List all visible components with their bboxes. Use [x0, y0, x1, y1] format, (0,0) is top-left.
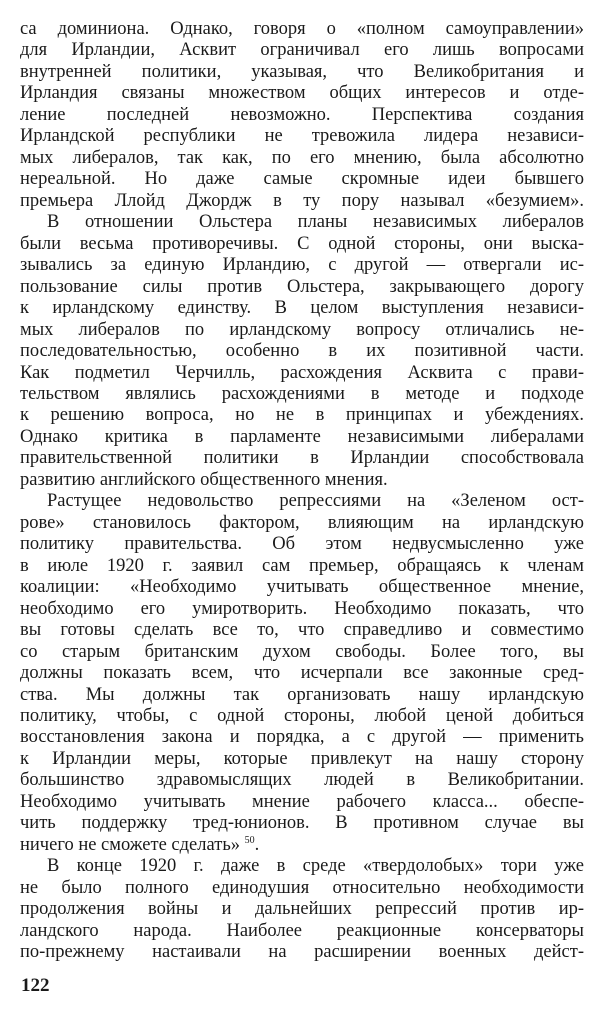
text-line: [20, 856, 584, 877]
text-line: [20, 663, 584, 684]
line-text: к Ирландии меры, которые привлекут на нашу сторону: [20, 748, 584, 769]
paragraph: [20, 856, 584, 963]
line-text: Растущее недовольство репрессиями на «Зеленом ост-: [47, 491, 584, 512]
line-text: восстановления закона и порядка, а с другой — применить: [20, 727, 584, 748]
page-number: 122: [21, 975, 50, 996]
line-text: не было полного единодушия относительно необходимости: [20, 877, 584, 898]
text-line: [20, 83, 584, 104]
line-text: мых либералов, так как, по его мнению, была абсолютно: [20, 147, 584, 168]
text-line: [20, 62, 584, 83]
text-line: [20, 212, 584, 233]
line-text: рове» становилось фактором, влияющим на ирландскую: [20, 512, 584, 533]
text-line: [20, 642, 584, 663]
text-line: [20, 513, 584, 534]
line-text: Однако критика в парламенте независимыми либералами: [20, 426, 584, 447]
page-body: [20, 19, 584, 964]
text-line: [20, 749, 584, 770]
line-text: по-прежнему настаивали на расширении военных дейст-: [20, 942, 584, 963]
text-line: [20, 384, 584, 405]
line-text: зывались за единую Ирландию, с другой — отвергали ис-: [20, 255, 584, 276]
text-line: [20, 277, 584, 298]
line-text: чить поддержку тред-юнионов. В противном случае вы: [20, 813, 584, 834]
line-text: В конце 1920 г. даже в среде «твердолобых» тори уже: [47, 856, 584, 877]
text-line: [20, 921, 584, 942]
line-text: ландского народа. Наиболее реакционные консерваторы: [20, 920, 584, 941]
line-text: ничего не сможете сделать»: [20, 834, 245, 855]
line-text: к ирландскому единству. В целом выступления независи-: [20, 298, 584, 319]
text-line: [20, 320, 584, 341]
line-text: пользование силы против Ольстера, закрывающего дорогу: [20, 276, 584, 297]
line-text: развитию английского общественного мнения.: [20, 469, 388, 490]
text-line: [20, 899, 584, 920]
text-line: [20, 234, 584, 255]
text-line: [20, 126, 584, 147]
line-text: премьера Ллойд Джордж в ту пору называл «безумием».: [20, 190, 584, 211]
line-text: политику правительства. Об этом недвусмысленно уже: [20, 534, 584, 555]
line-text: коалиции: «Необходимо учитывать общественное мнение,: [20, 577, 584, 598]
text-line: [20, 255, 584, 276]
line-text: большинство здравомыслящих людей в Великобритании.: [20, 770, 584, 791]
text-line: [20, 620, 584, 641]
line-text: Необходимо учитывать мнение рабочего класса... обеспе-: [20, 791, 584, 812]
line-text: тельством являлись расхождениями в методе и подходе: [20, 383, 584, 404]
text-line: [20, 448, 584, 469]
text-line: [20, 169, 584, 190]
line-text: нереальной. Но даже самые скромные идеи бывшего: [20, 169, 584, 190]
footnote-punctuation: .: [254, 834, 260, 855]
text-line: [20, 727, 584, 748]
text-line: [20, 491, 584, 512]
paragraph: [20, 212, 584, 491]
text-line: [20, 577, 584, 598]
text-line: [20, 405, 584, 426]
line-text: должны показать всем, что исчерпали все законные сред-: [20, 663, 584, 684]
line-text: са доминиона. Однако, говоря о «полном самоуправлении»: [20, 19, 584, 39]
text-line: [20, 298, 584, 319]
line-text: В отношении Ольстера планы независимых либералов: [47, 212, 584, 233]
line-text: Ирландия связаны множеством общих интересов и отде-: [20, 83, 584, 104]
line-text: Ирландской республики не тревожила лидера независи-: [20, 126, 584, 147]
text-line: [20, 685, 584, 706]
line-text: Как подметил Черчилль, расхождения Асквита с прави-: [20, 362, 584, 383]
text-line: [20, 599, 584, 620]
line-text: политику, чтобы, с одной стороны, любой ценой добиться: [20, 706, 584, 726]
line-text: необходимо его умиротворить. Необходимо показать, что: [20, 598, 584, 619]
line-text: ства. Мы должны так организовать нашу ирландскую: [20, 684, 584, 705]
line-text: продолжения войны и дальнейших репрессий против ир-: [20, 899, 584, 920]
text-line: [20, 792, 584, 813]
text-line: [20, 427, 584, 448]
text-line: [20, 878, 584, 899]
text-line: [20, 363, 584, 384]
text-line: [20, 556, 584, 577]
line-text: в июле 1920 г. заявил сам премьер, обращаясь к членам: [20, 555, 584, 576]
line-text: к решению вопроса, но не в принципах и убеждениях.: [20, 405, 584, 426]
text-line: [20, 341, 584, 362]
line-text: ление последней невозможно. Перспектива создания: [20, 104, 584, 125]
line-text: мых либералов по ирландскому вопросу отличались не-: [20, 319, 584, 340]
line-text: вы готовы сделать все то, что справедливо и совместимо: [20, 620, 584, 641]
text-line: [20, 942, 584, 963]
line-text: правительственной политики в Ирландии способствовала: [20, 448, 584, 469]
text-line: [20, 105, 584, 126]
text-line: [20, 534, 584, 555]
text-line: [20, 706, 584, 727]
line-text: были весьма противоречивы. С одной стороны, они выска-: [20, 233, 584, 254]
text-line: [20, 19, 584, 40]
paragraph: [20, 491, 584, 856]
paragraph: [20, 19, 584, 212]
text-line: [20, 191, 584, 212]
line-text: для Ирландии, Асквит ограничивал его лишь вопросами: [20, 40, 584, 61]
text-line: [20, 148, 584, 169]
line-text: внутренней политики, указывая, что Великобритания и: [20, 61, 584, 82]
text-line: [20, 470, 584, 491]
text-line: [20, 770, 584, 791]
line-text: со старым британским духом свободы. Более того, вы: [20, 641, 584, 662]
line-text: последовательностью, особенно в их позитивной части.: [20, 341, 584, 362]
footnote-marker: 50: [244, 834, 255, 846]
text-line: [20, 813, 584, 834]
text-line: [20, 40, 584, 61]
text-line: [20, 835, 584, 856]
